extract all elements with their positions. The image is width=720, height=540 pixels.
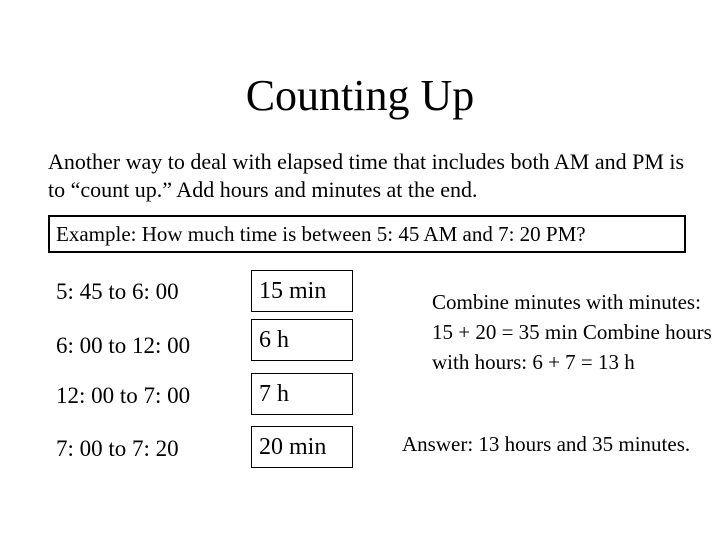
- intro-paragraph: Another way to deal with elapsed time that includes both AM and PM is to “count up.” Add hours and minutes at the end.: [48, 149, 685, 202]
- example-box: Example: How much time is between 5: 45 AM and 7: 20 PM?: [48, 215, 686, 253]
- time-range-4: 7: 00 to 7: 20: [56, 436, 179, 461]
- slide-title: Counting Up: [245, 71, 475, 120]
- time-range-2: 6: 00 to 12: 00: [56, 333, 191, 358]
- time-range-1: 5: 45 to 6: 00: [56, 279, 179, 304]
- result-box-1: 15 min: [251, 270, 353, 312]
- time-range-3: 12: 00 to 7: 00: [56, 383, 191, 408]
- combine-note: Combine minutes with minutes: 15 + 20 = 35 min Combine hours with hours: 6 + 7 = 13 h: [432, 290, 712, 374]
- result-box-2: 6 h: [251, 319, 353, 361]
- result-box-4: 20 min: [251, 426, 353, 468]
- result-box-3: 7 h: [251, 373, 353, 415]
- answer-text: Answer: 13 hours and 35 minutes.: [402, 432, 691, 456]
